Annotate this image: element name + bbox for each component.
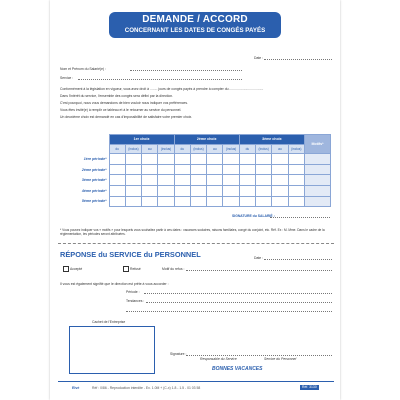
date-cell[interactable] xyxy=(174,175,190,186)
date-cell[interactable] xyxy=(142,154,158,165)
service-label: Service : xyxy=(60,76,74,80)
title-box xyxy=(109,12,281,38)
accepte-checkbox[interactable] xyxy=(63,266,69,272)
date-cell[interactable] xyxy=(190,154,206,165)
date-cell[interactable] xyxy=(125,154,141,165)
period-label: 4ème période* xyxy=(69,185,109,196)
service-field[interactable] xyxy=(78,79,242,80)
date-cell[interactable] xyxy=(256,175,272,186)
date-cell[interactable] xyxy=(272,164,288,175)
resp-personnel-label: Service du Personnel xyxy=(264,357,297,361)
sub-header: au xyxy=(272,144,288,154)
date-cell[interactable] xyxy=(223,196,239,207)
sub-header: du xyxy=(239,144,255,154)
paragraph-4: Vous êtes invité(e) à remplir ce tableau et à le retourner au service du personnel. xyxy=(60,108,182,112)
date-cell[interactable] xyxy=(109,175,125,186)
footer-text: Réf : 0/86 - Reproduction interdite - Ex. 1.0M + (C-x) 1.8 - 1.5 - 01 03 58 xyxy=(92,386,201,390)
response-signature-label: Signature : xyxy=(170,352,187,356)
date-cell[interactable] xyxy=(207,154,223,165)
refuse-label: Refusé xyxy=(130,267,141,271)
response-intro: Il vous est également signifié que le direction est prête à vous accorder : xyxy=(60,282,169,286)
paragraph-3: C'est pourquoi, nous vous demandons de bien vouloir nous indiquer vos préférences. xyxy=(60,101,189,105)
motif-cell[interactable] xyxy=(305,175,331,186)
date-cell[interactable] xyxy=(288,196,304,207)
date-cell[interactable] xyxy=(142,185,158,196)
date-cell[interactable] xyxy=(223,164,239,175)
date-cell[interactable] xyxy=(207,175,223,186)
date-cell[interactable] xyxy=(207,185,223,196)
date-cell[interactable] xyxy=(239,154,255,165)
date-cell[interactable] xyxy=(272,175,288,186)
motif-cell[interactable] xyxy=(305,196,331,207)
sub-header: (inclus) xyxy=(190,144,206,154)
date-cell[interactable] xyxy=(288,164,304,175)
period-label: 1ère période* xyxy=(69,154,109,165)
date-cell[interactable] xyxy=(223,185,239,196)
footer-rule xyxy=(58,381,334,382)
accepte-label: Accepté xyxy=(70,267,83,271)
period-row xyxy=(69,164,331,175)
date-cell[interactable] xyxy=(239,185,255,196)
form-subtitle: CONCERNANT LES DATES DE CONGÉS PAYÉS xyxy=(124,27,266,34)
date-cell[interactable] xyxy=(174,164,190,175)
date-cell[interactable] xyxy=(158,185,174,196)
refuse-checkbox[interactable] xyxy=(123,266,129,272)
company-stamp-box[interactable] xyxy=(69,326,155,374)
date-cell[interactable] xyxy=(190,164,206,175)
motif-refus-field[interactable] xyxy=(186,270,332,271)
choice-header-3: 3ème choix xyxy=(239,135,304,145)
date-cell[interactable] xyxy=(239,164,255,175)
motif-refus-label: Motif du refus : xyxy=(162,267,185,271)
motif-cell[interactable] xyxy=(305,185,331,196)
date-cell[interactable] xyxy=(109,164,125,175)
footnote: * Vous pouvez indiquer vos « motifs » pour lesquels vous souhaitez partir à ces dates : vacances scolaires, raisons familiales, congé du conjoint, etc. Réf. Ex : M. Mme. Dans le cadre de la réglementation, les périodes seront attribuées. xyxy=(60,228,325,236)
motif-header: Motifs* xyxy=(305,135,331,154)
paragraph-1: Conformément à la législation en vigueur, vous avez droit à ........ jours de congés payés à prendre à compter du .................................... xyxy=(60,87,264,91)
response-heading: RÉPONSE du SERVICE du PERSONNEL xyxy=(60,250,201,259)
periode-field[interactable] xyxy=(144,293,332,294)
motif-cell[interactable] xyxy=(305,164,331,175)
cachet-label: Cachet de l'Entreprise xyxy=(92,320,126,324)
nom-field[interactable] xyxy=(130,70,242,71)
date-cell[interactable] xyxy=(272,196,288,207)
sub-header: au xyxy=(142,144,158,154)
paragraph-5: Un deuxième choix est demandé en cas d'impossibilité de satisfaire votre premier choix. xyxy=(60,115,193,119)
date-cell[interactable] xyxy=(125,164,141,175)
leave-periods-table xyxy=(69,134,331,207)
footer-brand: Elvé xyxy=(72,386,80,390)
period-label: 2ème période* xyxy=(69,164,109,175)
sub-header: du xyxy=(174,144,190,154)
sub-header: (inclus) xyxy=(223,144,239,154)
date-cell[interactable] xyxy=(288,185,304,196)
date-cell[interactable] xyxy=(190,196,206,207)
date-cell[interactable] xyxy=(174,185,190,196)
response-date-field[interactable] xyxy=(264,259,332,260)
date-cell[interactable] xyxy=(272,185,288,196)
date-cell[interactable] xyxy=(109,196,125,207)
date-cell[interactable] xyxy=(174,196,190,207)
sub-header: (inclus) xyxy=(256,144,272,154)
date-cell[interactable] xyxy=(142,196,158,207)
bonnes-vacances: BONNES VACANCES xyxy=(212,366,263,372)
date-cell[interactable] xyxy=(256,185,272,196)
choice-header-1: 1er choix xyxy=(109,135,174,145)
date-cell[interactable] xyxy=(239,196,255,207)
date-cell[interactable] xyxy=(256,196,272,207)
date-cell[interactable] xyxy=(125,196,141,207)
date-cell[interactable] xyxy=(272,154,288,165)
date-cell[interactable] xyxy=(288,154,304,165)
period-label: 5ème période* xyxy=(69,196,109,207)
motif-cell[interactable] xyxy=(305,154,331,165)
date-cell[interactable] xyxy=(125,175,141,186)
date-cell[interactable] xyxy=(207,164,223,175)
sub-header: (inclus) xyxy=(125,144,141,154)
date-field[interactable] xyxy=(264,59,332,60)
periode-label: Période : xyxy=(126,290,140,294)
date-cell[interactable] xyxy=(142,175,158,186)
resp-service-label: Responsable du Service xyxy=(200,357,237,361)
period-row xyxy=(69,175,331,186)
sub-header: (inclus) xyxy=(288,144,304,154)
date-cell[interactable] xyxy=(158,154,174,165)
tendances-field[interactable] xyxy=(146,302,332,303)
period-row xyxy=(69,196,331,207)
date-cell[interactable] xyxy=(109,185,125,196)
date-label: Date : xyxy=(254,56,264,60)
date-cell[interactable] xyxy=(190,175,206,186)
form-title: DEMANDE / ACCORD xyxy=(142,14,248,25)
period-row xyxy=(69,185,331,196)
tendances-label: Tendances : xyxy=(126,299,145,303)
response-date-label: Date : xyxy=(254,256,264,260)
employee-signature-field[interactable] xyxy=(270,217,330,218)
extra-line[interactable] xyxy=(126,311,332,312)
cut-line xyxy=(58,243,334,244)
date-cell[interactable] xyxy=(239,175,255,186)
date-cell[interactable] xyxy=(256,164,272,175)
date-cell[interactable] xyxy=(158,164,174,175)
date-cell[interactable] xyxy=(158,196,174,207)
date-cell[interactable] xyxy=(256,154,272,165)
period-label: 3ème période* xyxy=(69,175,109,186)
footer-ref-badge: Réf. 3130 xyxy=(302,385,317,389)
date-cell[interactable] xyxy=(207,196,223,207)
employee-signature-label: SIGNATURE du SALARIÉ : xyxy=(232,214,275,218)
date-cell[interactable] xyxy=(223,154,239,165)
nom-label: Nom et Prénom du Salarié(e) : xyxy=(60,67,106,71)
date-cell[interactable] xyxy=(158,175,174,186)
date-cell[interactable] xyxy=(109,154,125,165)
sub-header: au xyxy=(207,144,223,154)
response-signature-field[interactable] xyxy=(186,355,332,356)
choice-header-2: 2ème choix xyxy=(174,135,239,145)
date-cell[interactable] xyxy=(223,175,239,186)
paragraph-2: Dans l'intérêt du service, l'ensemble des congés sera défini par la direction. xyxy=(60,94,174,98)
date-cell[interactable] xyxy=(174,154,190,165)
sub-header: du xyxy=(109,144,125,154)
date-cell[interactable] xyxy=(190,185,206,196)
period-row xyxy=(69,154,331,165)
sub-header: (inclus) xyxy=(158,144,174,154)
date-cell[interactable] xyxy=(142,164,158,175)
date-cell[interactable] xyxy=(125,185,141,196)
date-cell[interactable] xyxy=(288,175,304,186)
